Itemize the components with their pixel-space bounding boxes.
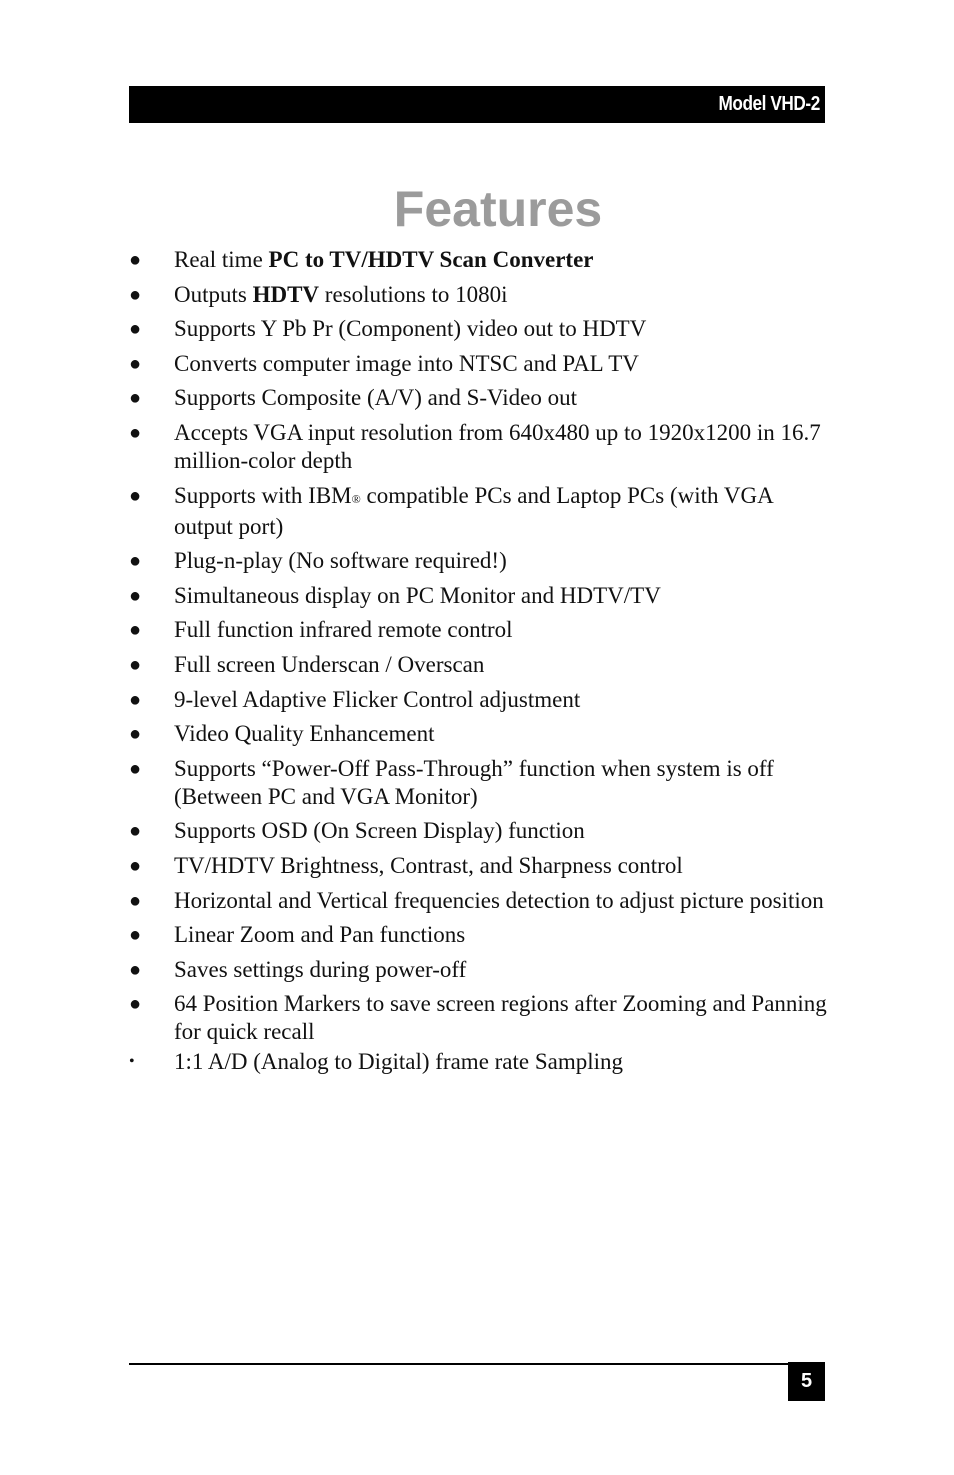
bullet-icon: ● (129, 723, 142, 746)
list-item (129, 547, 869, 575)
bullet-icon: ● (129, 619, 142, 642)
bullet-icon: ● (129, 820, 142, 843)
feature-text-continued: (Between PC and VGA Monitor) (174, 783, 478, 809)
list-item (129, 1048, 869, 1076)
footer-divider (129, 1363, 789, 1365)
feature-text: Plug-n-play (No software required!) (174, 548, 507, 574)
bullet-icon: ● (129, 318, 142, 341)
bullet-icon: ● (129, 550, 142, 573)
model-label: Model VHD-2 (718, 93, 820, 115)
feature-text: Video Quality Enhancement (174, 721, 435, 747)
feature-text: Outputs (174, 281, 253, 307)
list-item (129, 887, 869, 915)
feature-text: Converts computer image into NTSC and PAL TV (174, 350, 639, 376)
list-item (129, 384, 869, 412)
feature-text-continued: output port) (174, 513, 284, 539)
feature-text: Full screen Underscan / Overscan (174, 651, 485, 677)
feature-text: 1:1 A/D (Analog to Digital) frame rate Sampling (174, 1049, 624, 1075)
feature-text-continued: for quick recall (174, 1019, 315, 1045)
bullet-icon: ● (129, 421, 142, 444)
list-item (129, 990, 869, 1046)
page-number: 5 (800, 1370, 813, 1392)
list-item (129, 582, 869, 610)
list-item (129, 921, 869, 949)
bullet-icon: ● (129, 958, 142, 981)
bullet-icon: ● (129, 352, 142, 375)
list-item (129, 315, 869, 343)
header-bar (129, 86, 825, 123)
page-number-box (788, 1362, 825, 1401)
list-item (129, 686, 869, 714)
page-title: Features (393, 181, 603, 237)
feature-text: Full function infrared remote control (174, 617, 513, 643)
list-item (129, 956, 869, 984)
list-item (129, 281, 869, 309)
feature-text: TV/HDTV Brightness, Contrast, and Sharpness control (174, 852, 683, 878)
bullet-icon: ● (129, 249, 142, 271)
feature-text: resolutions to 1080i (319, 281, 508, 307)
feature-text: Supports with IBM (174, 482, 352, 508)
feature-text-continued: million-color depth (174, 447, 353, 473)
list-item (129, 817, 869, 845)
bullet-icon: ● (129, 993, 142, 1016)
list-item (129, 482, 869, 541)
list-item (129, 419, 869, 475)
feature-text: Simultaneous display on PC Monitor and HDTV/TV (174, 582, 661, 608)
bullet-icon: • (129, 1053, 135, 1071)
feature-text: Horizontal and Vertical frequencies detection to adjust picture position (174, 887, 824, 913)
bullet-icon: ● (129, 854, 142, 877)
list-item (129, 755, 869, 811)
list-item (129, 350, 869, 378)
feature-text: compatible PCs and Laptop PCs (with VGA (360, 482, 774, 508)
bullet-icon: ● (129, 889, 142, 912)
feature-text: Supports “Power-Off Pass-Through” function when system is off (174, 755, 774, 781)
feature-text: Real time (174, 247, 269, 272)
registered-mark: ® (351, 491, 361, 506)
list-item (129, 720, 869, 748)
list-item (129, 246, 869, 274)
feature-bold-text: PC to TV/HDTV Scan Converter (268, 247, 594, 272)
feature-text: Supports Composite (A/V) and S-Video out (174, 385, 578, 411)
feature-text: 64 Position Markers to save screen regions after Zooming and Panning (174, 991, 827, 1017)
feature-text: Linear Zoom and Pan functions (174, 922, 466, 948)
feature-text: Supports OSD (On Screen Display) function (174, 818, 585, 844)
list-item (129, 852, 869, 880)
features-list (129, 246, 869, 1083)
list-item (129, 651, 869, 679)
feature-text: Supports Y Pb Pr (Component) video out to HDTV (174, 316, 647, 342)
feature-text: Saves settings during power-off (174, 956, 467, 982)
feature-bold-text: HDTV (252, 281, 320, 307)
bullet-icon: ● (129, 924, 142, 947)
list-item (129, 616, 869, 644)
bullet-icon: ● (129, 584, 142, 607)
bullet-icon: ● (129, 387, 142, 410)
bullet-icon: ● (129, 283, 142, 306)
feature-text: 9-level Adaptive Flicker Control adjustment (174, 686, 581, 712)
feature-text: Accepts VGA input resolution from 640x480 up to 1920x1200 in 16.7 (174, 419, 821, 445)
bullet-icon: ● (129, 688, 142, 711)
bullet-icon: ● (129, 757, 142, 780)
bullet-icon: ● (129, 484, 142, 507)
bullet-icon: ● (129, 653, 142, 676)
